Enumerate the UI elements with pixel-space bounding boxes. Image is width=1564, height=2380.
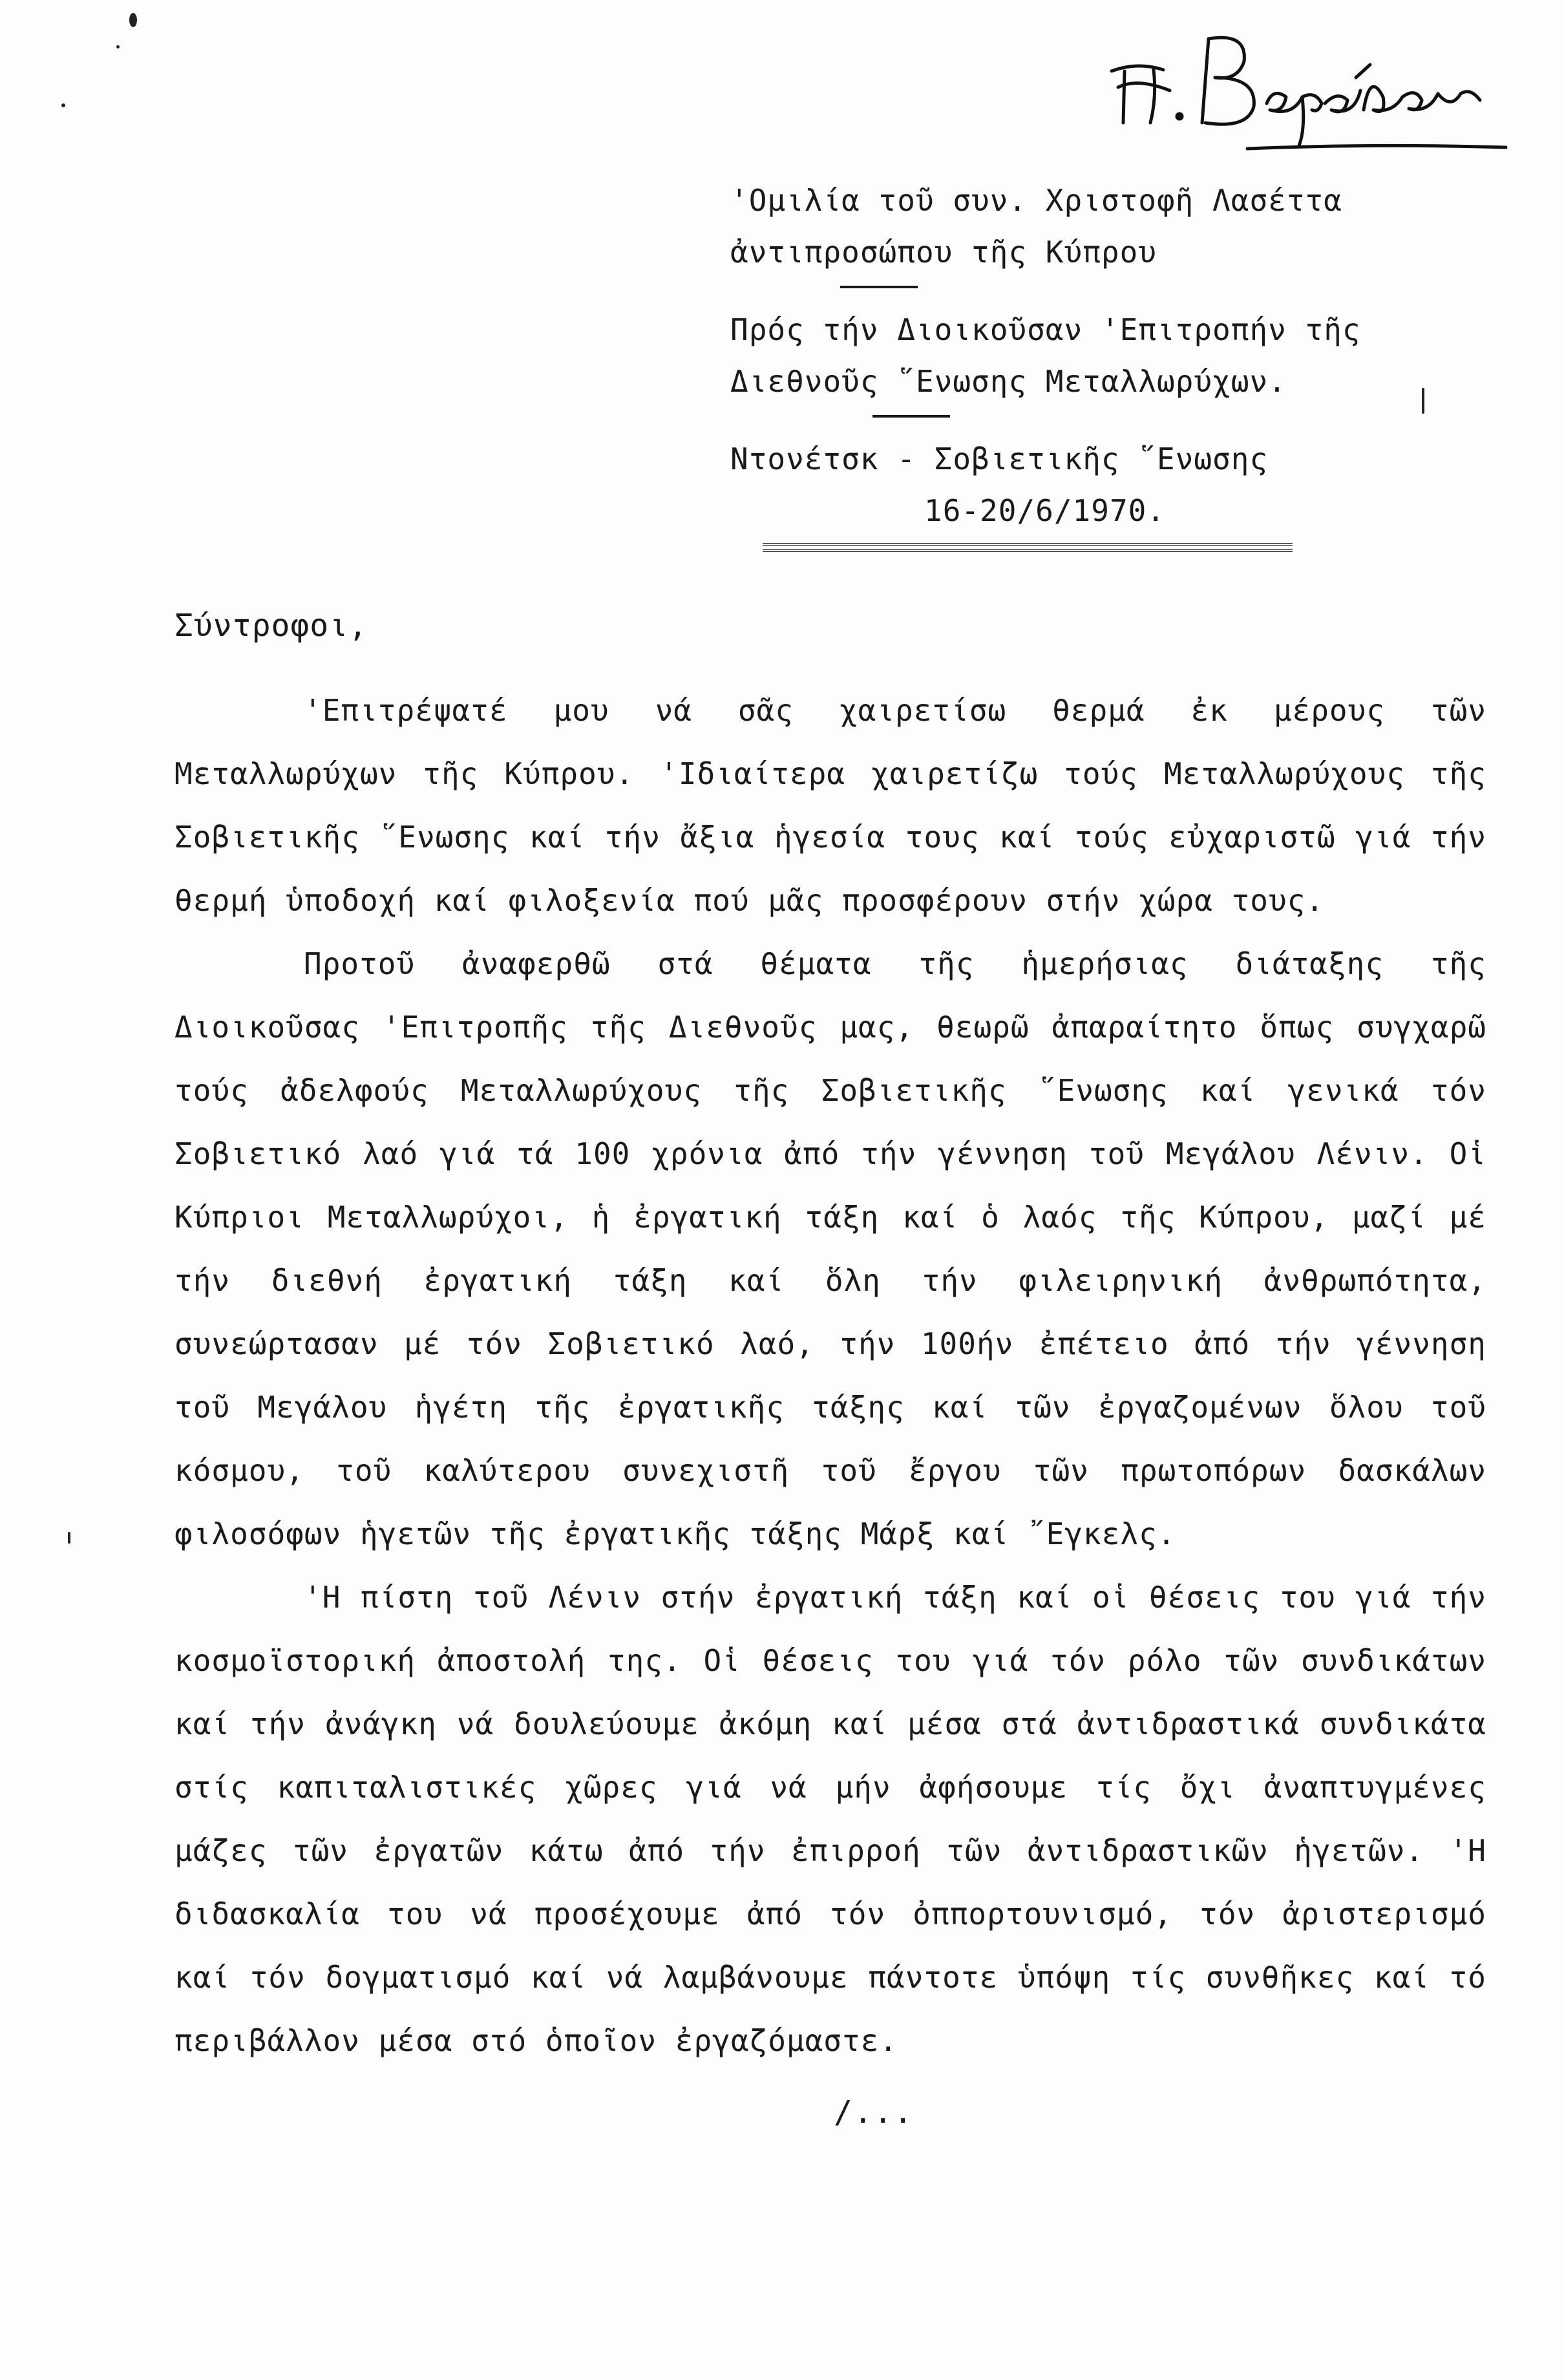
handwritten-signature [1099,26,1512,155]
header-line-2: ἀντιπροσώπου τῆς Κύπρου [730,235,1157,270]
header-line-3: Πρός τήν Διοικοῦσαν 'Επιτροπήν τῆς [730,312,1361,347]
header-line-4: Διεθνοῦς ῞Ενωσης Μεταλλωρύχων. [730,364,1287,399]
paragraph: 'Επιτρέψατέ μου νά σᾶς χαιρετίσω θερμά ἐκ μέρους τῶν Μεταλλωρύχων τῆς Κύπρου. 'Ιδιαίτερα χαιρετίζω τούς Μεταλλωρύχους τῆς Σοβιετικῆς ῞Ενωσης καί τήν ἄξια ἡγεσία τους καί τούς εὐχαριστῶ γιά τήν θερμή ὑποδοχή καί φιλοξενία πού μᾶς προσφέρουν στήν χώρα τους. [174,693,1486,918]
header-line-5: Ντονέτσκ - Σοβιετικῆς ῞Ενωσης [730,441,1269,476]
document-header [730,175,1441,552]
continuation-mark: /... [834,2094,914,2130]
body-text [174,679,1486,2072]
paragraph: Προτοῦ ἀναφερθῶ στά θέματα τῆς ἡμερήσιας διάταξης τῆς Διοικοῦσας 'Επιτροπῆς τῆς Διεθνοῦς μας, θεωρῶ ἀπαραίτητο ὅπως συγχαρῶ τούς ἀδελφούς Μεταλλωρύχους τῆς Σοβιετικῆς ῞Ενωσης καί γενικά τόν Σοβιετικό λαό γιά τά 100 χρόνια ἀπό τήν γέννηση τοῦ Μεγάλου Λένιν. Οἱ Κύπριοι Μεταλλωρύχοι, ἡ ἐργατική τάξη καί ὁ λαός τῆς Κύπρου, μαζί μέ τήν διεθνή ἐργατική τάξη καί ὅλη τήν φιλειρηνική ἀνθρωπότητα, συνεώρτασαν μέ τόν Σοβιετικό λαό, τήν 100ήν ἐπέτειο ἀπό τήν γέννηση τοῦ Μεγάλου ἡγέτη τῆς ἐργατικῆς τάξης καί τῶν ἐργαζομένων ὅλου τοῦ κόσμου, τοῦ καλύτερου συνεχιστῆ τοῦ ἔργου τῶν πρωτοπόρων δασκάλων φιλοσόφων ἡγετῶν τῆς ἐργατικῆς τάξης Μάρξ καί ῎Εγκελς. [174,946,1486,1551]
signature-text: Π. Βαρνάβαν [1099,26,1103,27]
salutation: Σύντροφοι, [174,608,368,644]
header-date: 16-20/6/1970. [924,493,1166,528]
paragraph: 'Η πίστη τοῦ Λένιν στήν ἐργατική τάξη καί οἱ θέσεις του γιά τήν κοσμοϊστορική ἀποστολή της. Οἱ θέσεις του γιά τόν ρόλο τῶν συνδικάτων καί τήν ἀνάγκη νά δουλεύουμε ἀκόμη καί μέσα στά ἀντιδραστικά συνδικάτα στίς καπιταλιστικές χῶρες γιά νά μήν ἀφήσουμε τίς ὄχι ἀναπτυγμένες μάζες τῶν ἐργατῶν κάτω ἀπό τήν ἐπιρροή τῶν ἀντιδραστικῶν ἡγετῶν. 'Η διδασκαλία του νά προσέχουμε ἀπό τόν ὀππορτουνισμό, τόν ἀριστερισμό καί τόν δογματισμό καί νά λαμβάνουμε πάντοτε ὑπόψη τίς συνθῆκες καί τό περιβάλλον μέσα στό ὁποῖον ἐργαζόμαστε. [174,1580,1486,2058]
separator-dash [840,286,918,288]
double-underline [763,543,1293,552]
header-line-1: 'Ομιλία τοῦ συν. Χριστοφῆ Λασέττα [730,183,1342,218]
separator-dash [872,415,950,418]
